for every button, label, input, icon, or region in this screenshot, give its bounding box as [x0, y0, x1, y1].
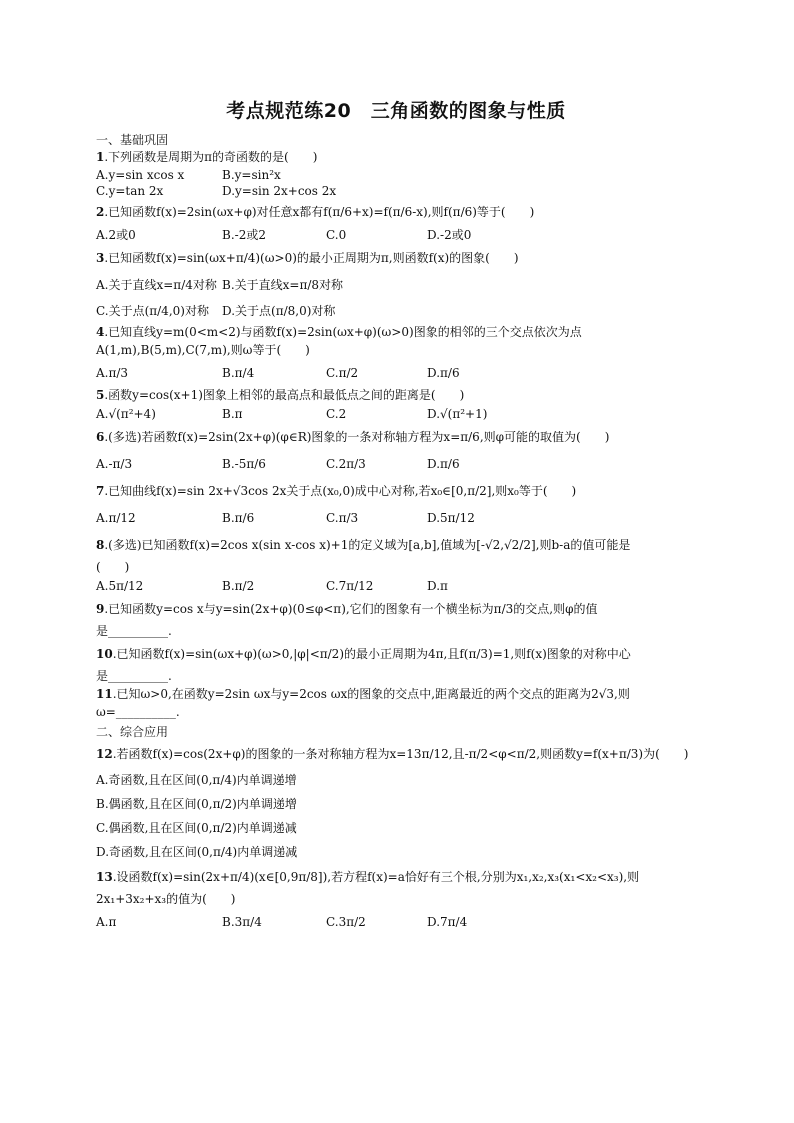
option-a: A.π/3	[96, 366, 129, 380]
option-a: A.y=sin xcos x	[96, 168, 185, 182]
question-13-line-2: 2x₁+3x₂+x₃的值为( )	[96, 892, 236, 906]
option-a: A.-π/3	[96, 457, 133, 471]
option-a: A.√(π²+4)	[96, 407, 156, 421]
option-c: C.π/3	[326, 511, 359, 525]
option-b: B.y=sin²x	[222, 168, 281, 182]
question-4-options	[96, 360, 696, 386]
option-d: D.π/6	[427, 366, 460, 380]
question-13	[96, 864, 696, 890]
option-a: A.关于直线x=π/4对称	[96, 278, 217, 292]
question-stem: .已知函数f(x)=sin(ωx+φ)(ω>0,|φ|<π/2)的最小正周期为4π,且f(π/3)=1,则f(x)图象的对称中心	[112, 647, 631, 661]
option-d: D.-2或0	[427, 228, 472, 242]
question-8-line-2: ( )	[96, 560, 130, 574]
page-title: 考点规范练20 三角函数的图象与性质	[226, 100, 566, 122]
option-b: B.π	[222, 407, 243, 421]
section-basic: 一、基础巩固	[96, 133, 169, 147]
option-b: B.3π/4	[222, 915, 262, 929]
option-c: C.7π/12	[326, 579, 374, 593]
question-12-options	[96, 768, 696, 864]
question-4	[96, 324, 696, 341]
option-b: B.π/6	[222, 511, 255, 525]
question-number: 6	[96, 430, 105, 444]
option-d: D.√(π²+1)	[427, 407, 488, 421]
question-6-options	[96, 451, 696, 477]
option-c: C.关于点(π/4,0)对称	[96, 304, 209, 318]
option-b: B.π/4	[222, 366, 255, 380]
question-3-options	[96, 272, 696, 324]
question-8-options	[96, 577, 696, 595]
question-number: 12	[96, 747, 113, 761]
option-d: D.π/6	[427, 457, 460, 471]
question-number: 5	[96, 388, 105, 402]
option-b: B.偶函数,且在区间(0,π/2)内单调递增	[96, 797, 297, 811]
question-stem: .设函数f(x)=sin(2x+π/4)(x∈[0,9π/8]),若方程f(x)=a恰好有三个根,分别为x₁,x₂,x₃(x₁<x₂<x₃),则	[112, 870, 640, 884]
option-c: C.偶函数,且在区间(0,π/2)内单调递减	[96, 821, 297, 835]
option-d: D.y=sin 2x+cos 2x	[222, 184, 337, 198]
question-stem: .(多选)若函数f(x)=2sin(2x+φ)(φ∈R)图象的一条对称轴方程为x=π/6,则φ可能的取值为( )	[104, 430, 610, 444]
question-1-options	[96, 167, 696, 199]
question-number: 4	[96, 325, 105, 339]
option-d: D.5π/12	[427, 511, 475, 525]
question-number: 7	[96, 484, 105, 498]
question-9	[96, 596, 696, 622]
option-c: C.2	[326, 407, 347, 421]
option-c: C.y=tan 2x	[96, 184, 164, 198]
question-11	[96, 686, 696, 703]
option-a: A.π/12	[96, 511, 136, 525]
question-6	[96, 424, 696, 450]
question-number: 8	[96, 538, 105, 552]
worksheet-page	[96, 96, 696, 936]
question-stem: .下列函数是周期为π的奇函数的是( )	[104, 150, 318, 164]
question-stem: .已知函数y=cos x与y=sin(2x+φ)(0≤φ<π),它们的图象有一个横坐标为π/3的交点,则φ的值	[104, 602, 598, 616]
option-d: D.π	[427, 579, 448, 593]
option-c: C.0	[326, 228, 347, 242]
question-1	[96, 149, 696, 166]
question-2-options	[96, 226, 696, 244]
question-12	[96, 741, 696, 767]
question-number: 1	[96, 150, 105, 164]
question-stem: .已知直线y=m(0<m<2)与函数f(x)=2sin(ωx+φ)(ω>0)图象的相邻的三个交点依次为点	[104, 325, 582, 339]
option-a: A.π	[96, 915, 117, 929]
question-stem: .函数y=cos(x+1)图象上相邻的最高点和最低点之间的距离是( )	[104, 388, 465, 402]
question-stem: .(多选)已知函数f(x)=2cos x(sin x-cos x)+1的定义域为[a,b],值域为[-√2,√2/2],则b-a的值可能是	[104, 538, 631, 552]
option-b: B.关于直线x=π/8对称	[222, 278, 344, 292]
question-2	[96, 199, 696, 225]
question-13-options	[96, 909, 696, 935]
question-4-line-2: A(1,m),B(5,m),C(7,m),则ω等于( )	[96, 343, 310, 357]
question-stem: .若函数f(x)=cos(2x+φ)的图象的一条对称轴方程为x=13π/12,且-π/2<φ<π/2,则函数y=f(x+π/3)为( )	[112, 747, 689, 761]
question-10-answer-blank[interactable]: 是__________.	[96, 669, 172, 683]
question-number: 13	[96, 870, 113, 884]
question-number: 2	[96, 205, 105, 219]
question-stem: .已知曲线f(x)=sin 2x+√3cos 2x关于点(x₀,0)成中心对称,若x₀∈[0,π/2],则x₀等于( )	[104, 484, 577, 498]
question-number: 11	[96, 687, 113, 701]
option-b: B.π/2	[222, 579, 255, 593]
question-8	[96, 532, 696, 558]
question-number: 9	[96, 602, 105, 616]
question-number: 3	[96, 251, 105, 265]
option-a: A.奇函数,且在区间(0,π/4)内单调递增	[96, 773, 297, 787]
option-d: D.奇函数,且在区间(0,π/4)内单调递减	[96, 845, 298, 859]
option-b: B.-2或2	[222, 228, 266, 242]
question-7-options	[96, 505, 696, 531]
option-d: D.关于点(π/8,0)对称	[222, 304, 336, 318]
question-stem: .已知ω>0,在函数y=2sin ωx与y=2cos ωx的图象的交点中,距离最近的两个交点的距离为2√3,则	[112, 687, 630, 701]
question-3	[96, 245, 696, 271]
question-5-options	[96, 405, 696, 423]
option-c: C.2π/3	[326, 457, 366, 471]
option-c: C.3π/2	[326, 915, 366, 929]
question-stem: .已知函数f(x)=sin(ωx+π/4)(ω>0)的最小正周期为π,则函数f(x)的图象( )	[104, 251, 519, 265]
option-d: D.7π/4	[427, 915, 468, 929]
question-5	[96, 387, 696, 404]
question-stem: .已知函数f(x)=2sin(ωx+φ)对任意x都有f(π/6+x)=f(π/6-x),则f(π/6)等于( )	[104, 205, 535, 219]
section-comprehensive: 二、综合应用	[96, 725, 169, 739]
option-a: A.2或0	[96, 228, 136, 242]
option-b: B.-5π/6	[222, 457, 266, 471]
question-9-answer-blank[interactable]: 是__________.	[96, 624, 172, 638]
option-c: C.π/2	[326, 366, 359, 380]
question-10	[96, 641, 696, 667]
question-11-answer-blank[interactable]: ω=__________.	[96, 705, 180, 719]
option-a: A.5π/12	[96, 579, 144, 593]
question-7	[96, 478, 696, 504]
question-number: 10	[96, 647, 113, 661]
